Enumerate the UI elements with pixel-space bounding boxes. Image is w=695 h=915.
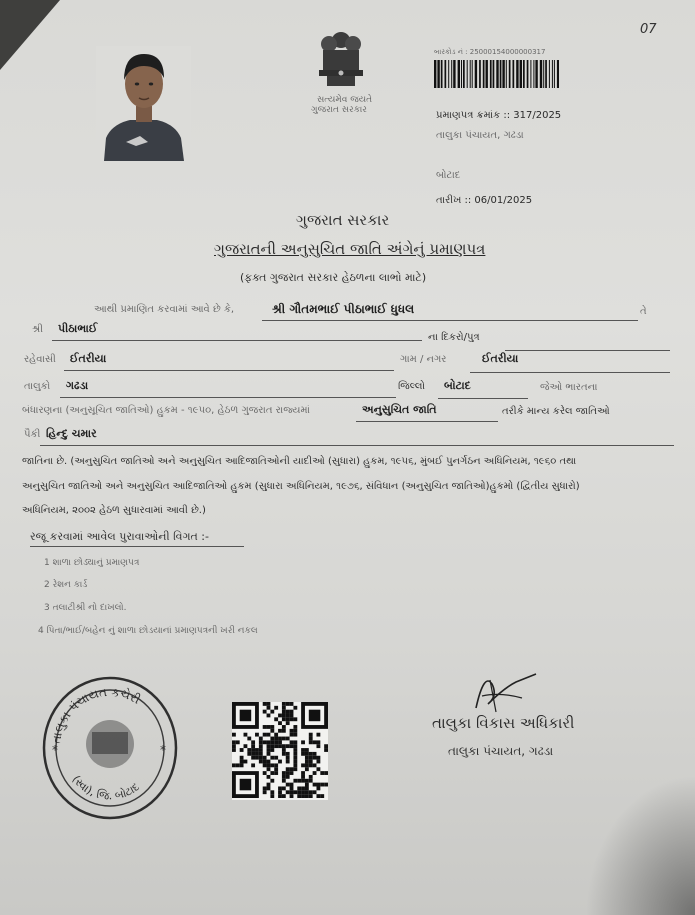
village-value: ઈતરીયા (482, 352, 519, 365)
category-value: અનુસુચિત જાતિ (362, 403, 437, 416)
svg-text:*: * (160, 743, 166, 757)
village-label: ગામ / નગર (400, 354, 447, 365)
district-line (438, 398, 528, 399)
issue-date: તારીખ :: 06/01/2025 (436, 195, 533, 206)
certificate-subtitle: (ફક્ત ગુજરાત સરકાર હેઠળના લાભો માટે) (240, 271, 427, 284)
state-emblem-icon (310, 28, 372, 96)
holder-name: શ્રી ગૌતમભાઈ પીઠાભાઈ ધુધલ (272, 302, 415, 316)
taluka-value: ગઢડા (66, 379, 89, 392)
officer-title: તાલુકા વિકાસ અધિકારી (432, 714, 575, 732)
holder-name-line (262, 320, 638, 321)
proof-item-3: 3 તલાટીશ્રી નો દાખલો. (44, 603, 127, 613)
father-name: પીઠાભાઈ (58, 322, 98, 335)
resident-line (64, 370, 394, 371)
taluka-label: તાલુકો (24, 381, 51, 392)
portrait-image (96, 46, 191, 161)
district-label: જિલ્લો (398, 381, 425, 392)
caste-line (40, 445, 674, 446)
son-of-line (505, 350, 670, 351)
proof-item-1: 1 શાળા છોડ્યાનું પ્રમાણપત્ર (44, 558, 140, 568)
proof-item-2: 2 રેશન કાર્ડ (44, 580, 88, 590)
certificate-title: ગુજરાતની અનુસુચિત જાતિ અંગેનું પ્રમાણપત્ર (214, 240, 486, 258)
place-name: બોટાદ (436, 170, 461, 181)
office-name: તાલુકા પંચાયત, ગઢડા (436, 130, 524, 141)
proof-item-4: 4 પિતા/ભાઈ/બહેન નું શાળા છોડયાનાં પ્રમાણપત્રની ખરી નકલ (38, 626, 258, 636)
legal-paragraph-line-1: જાતિના છે. (અનુસુચિત જાતિઓ અને અનુસુચિત આદિજાતિઓની યાદીઓ (સુધારા) હુકમ, ૧૯૫૬, મુંબઈ પુનર્ગઠન અધિનિયમ, ૧૯૬૦ તથા (22, 456, 577, 467)
page-mark: 07 (640, 22, 657, 37)
certificate-number: પ્રમાણપત્ર ક્રમાંક :: 317/2025 (436, 110, 562, 121)
proofs-heading: રજૂ કરવામાં આવેલ પુરાવાઓની વિગત :- (30, 530, 209, 543)
father-name-line (52, 340, 422, 341)
officer-office: તાલુકા પંચાયત, ગઢડા (448, 744, 554, 758)
caste-prefix: પૈકી (24, 429, 41, 440)
category-line (356, 421, 498, 422)
qr-code-image (232, 702, 328, 800)
applicant-photo (96, 46, 191, 161)
proofs-heading-line (30, 546, 244, 547)
emblem-caption-1: સત્યમેવ જયતે (317, 95, 373, 105)
resident-label: રહેવાસી (24, 354, 56, 365)
district-value: બોટાદ (444, 379, 471, 392)
te-label: તે (640, 306, 647, 317)
taluka-line (60, 397, 396, 398)
resident-value: ઈતરીયા (70, 352, 107, 365)
recognized-label: તરીકે માન્ય કરેલ જાતિઓ (502, 406, 610, 417)
son-of-label: ના દિકરો/પુત્ર (428, 332, 480, 343)
legal-paragraph-line-3: અધિનિયમ, ૨૦૦૨ હેઠળ સુધારવામાં આવી છે.) (22, 505, 206, 516)
svg-text:(સ્વા), જિ. બોટાદ: (સ્વા), જિ. બોટાદ (69, 773, 142, 803)
office-seal-stamp (38, 672, 180, 822)
who-label: જેઓ ભારતના (540, 382, 598, 393)
legal-paragraph-line-2: અનુસુચિત જાતિઓ અને અનુસુચિત આદિજાતિઓ હુકમ (સુધારા અધિનિયમ, ૧૯૭૬, સંવિધાન (અનુસુચિત જાતિઓ)હુકમો (દ્વિતીય સુધારો) (22, 481, 580, 492)
emblem-caption-2: ગુજરાત સરકાર (311, 105, 367, 115)
village-line (470, 372, 670, 373)
government-heading: ગુજરાત સરકાર (296, 211, 390, 229)
shri-label: શ્રી (32, 324, 44, 335)
barcode-number: બારકોડ નં : 25000154000000317 (434, 48, 546, 56)
caste-value: હિન્દુ ચમાર (46, 427, 97, 440)
paper-shadow (585, 775, 695, 915)
officer-signature (470, 668, 540, 714)
svg-text:તાલુકા પંચાયત કચેરી: તાલુકા પંચાયત કચેરી (49, 684, 143, 745)
certify-label: આથી પ્રમાણિત કરવામાં આવે છે કે, (94, 304, 235, 315)
order-text: બંધારણના (અનુસૂચિત જાતિઓ) હુકમ - ૧૯૫૦, હેઠળ ગુજરાત રાજ્યમાં (22, 405, 310, 416)
barcode-image (434, 60, 559, 88)
svg-text:*: * (52, 743, 58, 757)
